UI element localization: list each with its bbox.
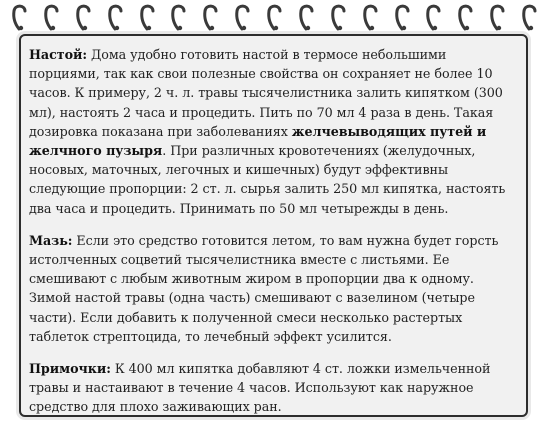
spiral-binding-ring-icon [265, 2, 285, 32]
paragraph-primochki [29, 359, 518, 417]
paragraph-nastoy-text-1: Дома удобно готовить настой в термосе небольшими порциями, так как свои полезные свойства он сохраняет не более 10 часов. К примеру, 2 ч. л. травы тысячелистника залить кипятком (300 мл), настоять 2 часа и процедить. Пить по 70 мл 4 раза в день. Такая дозировка показана при заболеваниях [29, 47, 503, 139]
spiral-binding-ring-icon [297, 2, 317, 32]
text-card [19, 34, 528, 417]
term-maz: Мазь: [29, 232, 73, 248]
spiral-binding-ring-icon [106, 2, 126, 32]
spiral-binding-ring-icon [488, 2, 508, 32]
spiral-binding-ring-icon [138, 2, 158, 32]
spiral-binding-ring-icon [169, 2, 189, 32]
spiral-binding-ring-icon [456, 2, 476, 32]
spiral-binding [0, 2, 550, 32]
spiral-binding-ring-icon [361, 2, 381, 32]
spiral-binding-ring-icon [393, 2, 413, 32]
term-nastoy: Настой: [29, 47, 88, 62]
paragraph-primochki-text: К 400 мл кипятка добавляют 4 ст. ложки измельченной травы и настаивают в течение 4 часов. Используют как наружное средство для плохо заживающих ран. [29, 361, 491, 415]
spiral-binding-ring-icon [329, 2, 349, 32]
paragraph-nastoy-emphasis: желчевыводящих путей и желчного пузыря [29, 123, 487, 159]
spiral-binding-ring-icon [201, 2, 221, 32]
paragraph-maz [29, 231, 518, 346]
term-primochki: Примочки: [29, 361, 111, 377]
spiral-binding-ring-icon [42, 2, 62, 32]
paragraph-nastoy [29, 45, 518, 218]
spiral-binding-ring-icon [520, 2, 540, 32]
spiral-binding-ring-icon [233, 2, 253, 32]
spiral-binding-ring-icon [424, 2, 444, 32]
paragraph-nastoy-text-2: . При различных кровотечениях (желудочных, носовых, маточных, легочных и кишечных) будут эффективны следующие пропорции: 2 ст. л. сырья залить 250 мл кипятка, настоять два часа и процедить. Принимать по 50 мл четырежды в день. [29, 143, 506, 216]
paragraph-maz-text: Если это средство готовится летом, то вам нужна будет горсть истолченных соцветий тысячелистника вместе с листьями. Ее смешивают с любым животным жиром в пропорции два к одному. Зимой настой травы (одна часть) смешивают с вазелином (четыре части). Если добавить к полученной смеси несколько растертых таблеток стрептоцида, то лечебный эффект усилится. [29, 232, 499, 344]
spiral-binding-ring-icon [74, 2, 94, 32]
spiral-binding-ring-icon [10, 2, 30, 32]
